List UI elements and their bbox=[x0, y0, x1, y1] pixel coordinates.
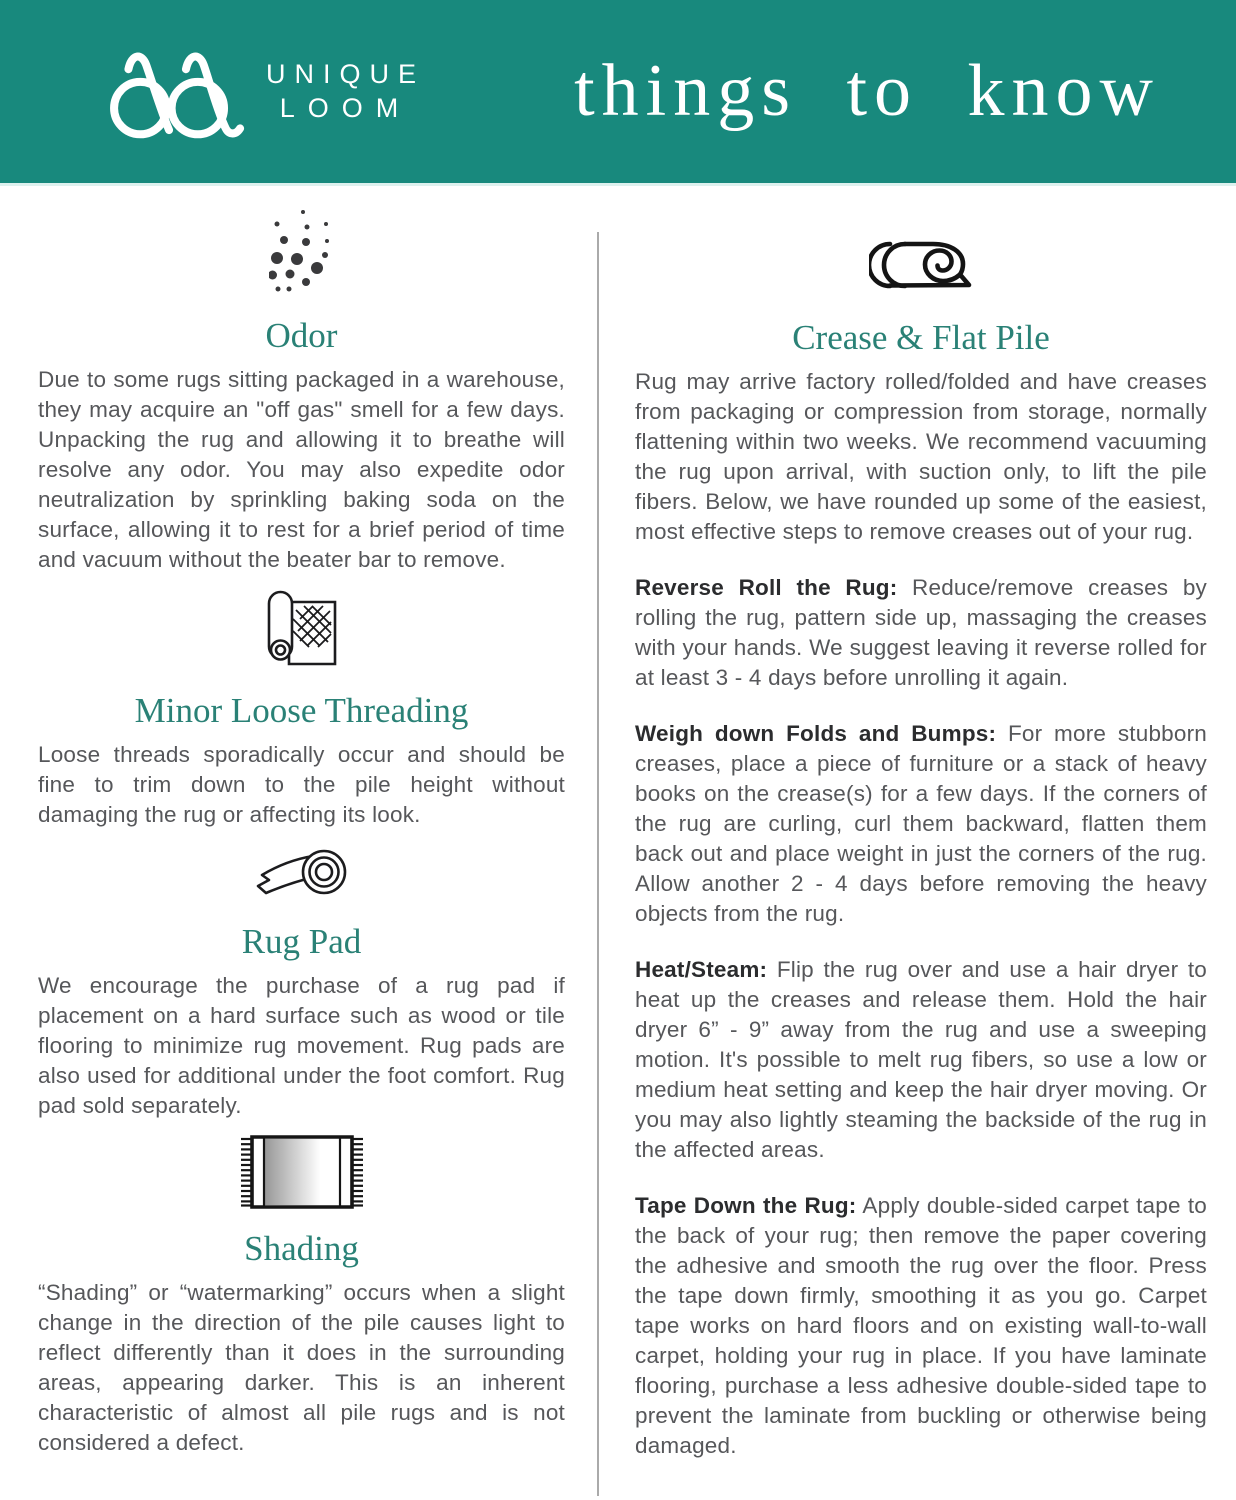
unique-loom-logo-icon bbox=[98, 42, 246, 142]
brand-line-2: LOOM bbox=[279, 92, 412, 123]
tip-reverse-roll bbox=[635, 573, 1207, 693]
section-shading bbox=[38, 1135, 565, 1458]
tip-body: Apply double-sided carpet tape to the back of your rug; then remove the paper covering the adhesive and smooth the rug over the floor. Press the tape down firmly, smoothing it as you go. Carpet tape works on hard floors and on existing wall-to-wall carpet, holding your rug in place. If you have laminate flooring, purchase a less adhesive double-sided tape to prevent the laminate from buckling or otherwise being damaged. bbox=[635, 1193, 1207, 1458]
odor-dots-icon bbox=[269, 208, 335, 296]
tip-label: Reverse Roll the Rug: bbox=[635, 575, 898, 600]
tip-body: Flip the rug over and use a hair dryer to heat up the creases and release them. Hold the hair dryer 6” - 9” away from the rug and use a sweeping motion. It's possible to melt rug fibers, so use a low or medium heat setting and keep the hair dryer moving. Or you may also lightly steaming the backside of the rug in the affected areas. bbox=[635, 957, 1207, 1162]
section-body: We encourage the purchase of a rug pad if placement on a hard surface such as wood or tile flooring to minimize rug movement. Rug pads are also used for additional under the foot comfort. Rug pad sold separately. bbox=[38, 973, 565, 1118]
tip-body: Reduce/remove creases by rolling the rug, pattern side up, massaging the creases with your hands. We suggest leaving it reverse rolled for at least 3 - 4 days before unrolling it again. bbox=[635, 575, 1208, 690]
rug-pad-roll-icon bbox=[253, 844, 351, 902]
page-title: things to know bbox=[574, 50, 1160, 132]
section-title: Minor Loose Threading bbox=[134, 691, 469, 730]
section-crease-flat-pile bbox=[635, 238, 1207, 1461]
section-title: Shading bbox=[244, 1229, 359, 1268]
tip-label: Weigh down Folds and Bumps: bbox=[635, 721, 997, 746]
tip-label: Tape Down the Rug: bbox=[635, 1193, 857, 1218]
content-area bbox=[0, 186, 1236, 1500]
section-body: “Shading” or “watermarking” occurs when a slight change in the direction of the pile causes light to reflect differently than it does in the surrounding areas, appearing darker. This is an inherent characteristic of almost all pile rugs and is not considered a defect. bbox=[38, 1280, 565, 1455]
tip-weigh-down bbox=[635, 719, 1207, 929]
header-banner bbox=[0, 0, 1236, 186]
left-column bbox=[38, 186, 565, 1500]
section-minor-loose-threading bbox=[38, 589, 565, 830]
tip-body: For more stubborn creases, place a piece of furniture or a stack of heavy books on the crease(s) for a few days. If the corners of the rug are curling, curl them backward, flatten them back out and place weight in just the corners of the rug. Allow another 2 - 4 days before removing the heavy objects from the rug. bbox=[635, 721, 1208, 926]
rolled-rug-corner-icon bbox=[262, 589, 342, 671]
section-rug-pad bbox=[38, 844, 565, 1121]
section-title: Crease & Flat Pile bbox=[792, 318, 1050, 357]
section-body: Due to some rugs sitting packaged in a warehouse, they may acquire an "off gas" smell for a few days. Unpacking the rug and allowing it to breathe will resolve any odor. You may also expedite odor neutralization by sprinkling baking soda on the surface, allowing it to rest for a brief period of time and vacuum without the beater bar to remove. bbox=[38, 367, 565, 572]
section-body: Loose threads sporadically occur and should be fine to trim down to the pile height without damaging the rug or affecting its look. bbox=[38, 742, 565, 827]
tip-tape-down bbox=[635, 1191, 1207, 1461]
shaded-rug-icon bbox=[239, 1135, 365, 1209]
rolled-rug-icon bbox=[869, 238, 973, 294]
section-odor bbox=[38, 208, 565, 575]
tip-label: Heat/Steam: bbox=[635, 957, 768, 982]
tip-heat-steam bbox=[635, 955, 1207, 1165]
brand-line-1: UNIQUE bbox=[266, 58, 426, 89]
brand-name bbox=[266, 58, 425, 126]
section-title: Odor bbox=[265, 316, 338, 355]
column-divider bbox=[597, 232, 599, 1496]
section-title: Rug Pad bbox=[241, 922, 362, 961]
section-body: Rug may arrive factory rolled/folded and have creases from packaging or compression from storage, normally flattening within two weeks. We recommend vacuuming the rug upon arrival, with suction only, to lift the pile fibers. Below, we have rounded up some of the easiest, most effective steps to remove creases out of your rug. bbox=[635, 369, 1207, 544]
right-column bbox=[635, 186, 1207, 1500]
